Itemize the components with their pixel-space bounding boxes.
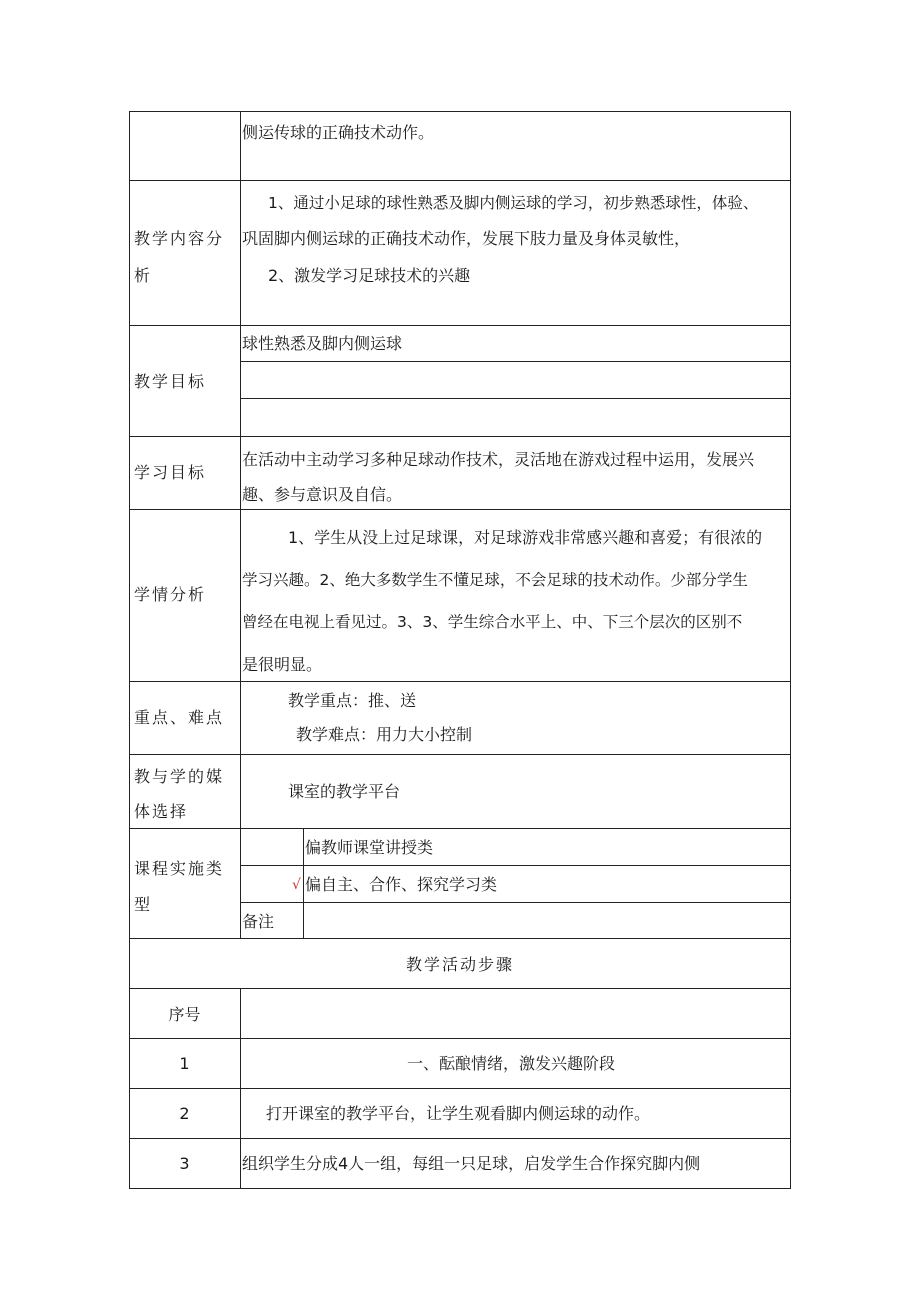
- media-label-cont: 体选择: [134, 802, 189, 821]
- row-divider: [129, 436, 791, 437]
- step-text: 打开课室的教学平台，让学生观看脚内侧运球的动作。: [266, 1104, 651, 1123]
- media-label: 教与学的媒: [134, 767, 225, 786]
- subrow-divider: [240, 902, 791, 903]
- row-divider: [129, 1038, 791, 1039]
- table-border-right: [790, 111, 791, 1189]
- difficult-point-text: 教学难点：用力大小控制: [296, 725, 473, 744]
- content-analysis-line: 2、激发学习足球技术的兴趣: [268, 266, 471, 285]
- teaching-goal-line: 球性熟悉及脚内侧运球: [242, 334, 403, 353]
- content-analysis-line: 1、通过小足球的球性熟悉及脚内侧运球的学习，初步熟悉球性，体验、: [268, 194, 759, 212]
- media-text: 课室的教学平台: [288, 782, 401, 801]
- option-check-mark: √: [292, 877, 301, 893]
- key-points-label: 重点、难点: [134, 708, 225, 727]
- row-divider: [129, 180, 791, 181]
- student-analysis-line: 曾经在电视上看见过。3、3、学生综合水平上、中、下三个层次的区别不: [242, 613, 743, 631]
- table-border-top: [129, 111, 791, 112]
- row-divider: [129, 1088, 791, 1089]
- step-number: 2: [179, 1104, 190, 1123]
- step-text: 组织学生分成4人一组，每组一只足球，启发学生合作探究脚内侧: [242, 1154, 701, 1173]
- student-analysis-line: 1、学生从没上过足球课，对足球游戏非常感兴趣和喜爱；有很浓的: [288, 528, 763, 547]
- table-border-left: [129, 111, 130, 1189]
- steps-title: 教学活动步骤: [405, 955, 514, 974]
- student-analysis-label: 学情分析: [134, 585, 207, 604]
- subrow-divider: [240, 398, 791, 399]
- student-analysis-line: 学习兴趣。2、绝大多数学生不懂足球，不会足球的技术动作。少部分学生: [242, 571, 748, 589]
- subcolumn-divider: [303, 828, 304, 938]
- learning-goal-label: 学习目标: [134, 463, 207, 482]
- course-type-label-cont: 型: [134, 895, 153, 914]
- course-type-option: 偏自主、合作、探究学习类: [305, 875, 498, 894]
- subrow-divider: [240, 361, 791, 362]
- learning-goal-line: 在活动中主动学习多种足球动作技术，灵活地在游戏过程中运用，发展兴: [242, 450, 755, 469]
- content-analysis-label: 教学内容分: [134, 229, 225, 248]
- row-divider: [129, 754, 791, 755]
- column-divider: [240, 111, 241, 939]
- teaching-goal-label: 教学目标: [134, 372, 207, 391]
- course-type-option: 偏教师课堂讲授类: [305, 838, 434, 857]
- continuation-text: 侧运传球的正确技术动作。: [242, 123, 435, 142]
- row-divider: [129, 681, 791, 682]
- content-analysis-label-cont: 析: [134, 266, 153, 285]
- row-divider: [129, 509, 791, 510]
- remark-label: 备注: [242, 912, 275, 931]
- table-border-bottom: [129, 1188, 791, 1189]
- content-analysis-line: 巩固脚内侧运球的正确技术动作，发展下肢力量及身体灵敏性，: [242, 229, 691, 248]
- step-number: 1: [179, 1054, 190, 1073]
- row-divider: [129, 1138, 791, 1139]
- course-type-label: 课程实施类: [134, 859, 225, 878]
- student-analysis-line: 是很明显。: [242, 655, 323, 674]
- row-divider: [129, 325, 791, 326]
- step-no-header: 序号: [168, 1005, 201, 1024]
- row-divider: [129, 988, 791, 989]
- key-point-text: 教学重点：推、送: [288, 691, 417, 710]
- row-divider: [129, 828, 791, 829]
- step-number: 3: [179, 1154, 190, 1173]
- row-divider: [129, 938, 791, 939]
- step-text: 一、酝酿情绪，激发兴趣阶段: [407, 1054, 616, 1073]
- subrow-divider: [240, 865, 791, 866]
- learning-goal-line: 趣、参与意识及自信。: [242, 485, 403, 504]
